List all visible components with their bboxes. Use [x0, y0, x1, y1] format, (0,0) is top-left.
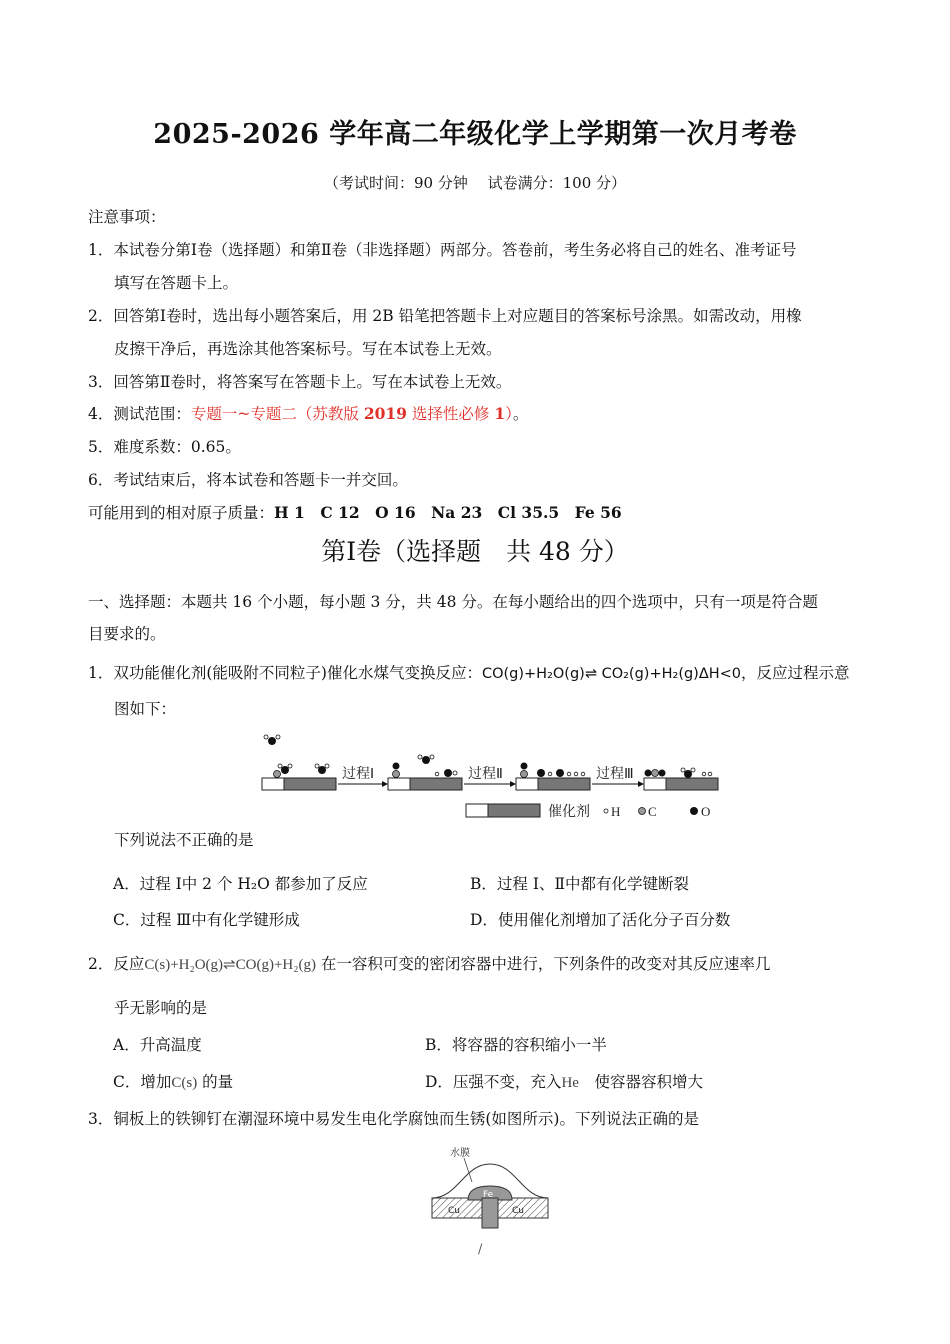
q2-option-d — [425, 1070, 703, 1092]
diagram-legend — [466, 803, 710, 820]
note-item-3: 3．回答第Ⅱ卷时，将答案写在答题卡上。写在本试卷上无效。 — [88, 373, 512, 391]
q2-option-c — [113, 1070, 233, 1092]
catalyst-stage-4 — [644, 768, 718, 790]
exam-subtitle: （考试时间：90 分钟 试卷满分：100 分） — [323, 174, 627, 192]
q3-rivet-diagram — [428, 1140, 552, 1232]
q2-option-a: A．升高温度 — [113, 1036, 202, 1054]
q2-option-d-eq: He — [561, 1075, 579, 1091]
note-item-2: 2．回答第Ⅰ卷时，选出每小题答案后，用 2B 铅笔把答题卡上对应题目的答案标号涂黑。如需改动，用橡 — [88, 307, 802, 325]
atomic-masses — [88, 501, 622, 523]
note-item-4-suffix: 。 — [512, 405, 529, 423]
legend-c: C — [648, 804, 657, 819]
q1-stem-suffix: ，反应过程示意 — [741, 664, 850, 682]
catalyst-stage-3 — [516, 763, 590, 791]
process-2-label: 过程Ⅱ — [468, 767, 503, 782]
process-arrow-2 — [464, 766, 516, 787]
q2-option-c-suffix: 的量 — [202, 1073, 234, 1091]
water-film-label: 水膜 — [450, 1148, 470, 1159]
catalyst-stage-2 — [388, 755, 462, 790]
q2-option-c-eq: C(s) — [171, 1075, 198, 1091]
q1-stem-prefix: 1．双功能催化剂(能吸附不同粒子)催化水煤气变换反应： — [88, 664, 482, 682]
section-1-instructions-cont: 目要求的。 — [88, 625, 166, 643]
exam-title: 2025-2026 学年高二年级化学上学期第一次月考卷 — [153, 119, 797, 150]
q2-option-d-prefix: D．压强不变，充入 — [425, 1073, 562, 1091]
q2-option-b: B．将容器的容积缩小一半 — [425, 1036, 607, 1054]
atomic-masses-prefix: 可能用到的相对原子质量： — [88, 504, 275, 522]
q2-stem — [88, 952, 770, 974]
legend-h: H — [611, 804, 621, 819]
process-1-label: 过程Ⅰ — [342, 767, 375, 782]
q2-stem-cont: 乎无影响的是 — [114, 999, 208, 1017]
cu-left-label: Cu — [448, 1206, 460, 1216]
process-arrow-1 — [338, 766, 388, 787]
iron-rivet-shank — [482, 1198, 498, 1228]
legend-o: O — [701, 804, 711, 819]
section-1-title: 第Ⅰ卷（选择题 共 48 分） — [321, 537, 629, 566]
q2-equation: C(s)+H₂O(g)⇌CO(g)+H₂(g) — [144, 957, 316, 973]
q1-option-d: D．使用催化剂增加了活化分子百分数 — [470, 911, 731, 929]
q2-option-c-prefix: C．增加 — [113, 1073, 172, 1091]
q1-question: 下列说法不正确的是 — [114, 831, 254, 849]
q3-stem: 3．铜板上的铁铆钉在潮湿环境中易发生电化学腐蚀而生锈(如图所示)。下列说法正确的是 — [88, 1110, 699, 1128]
note-item-4-year: 2019 — [363, 404, 407, 423]
note-item-1-cont: 填写在答题卡上。 — [114, 274, 239, 292]
q1-option-b: B．过程 Ⅰ、Ⅱ中都有化学键断裂 — [470, 875, 689, 893]
q1-stem-cont: 图如下： — [114, 700, 177, 718]
q2-stem-suffix: 在一容积可变的密闭容器中进行，下列条件的改变对其反应速率几 — [320, 955, 771, 973]
cu-right-label: Cu — [512, 1206, 524, 1216]
footer-mark: / — [478, 1242, 483, 1257]
note-item-5: 5．难度系数：0.65。 — [88, 438, 241, 456]
note-item-4-vol: 1 — [494, 404, 506, 423]
note-item-4 — [88, 402, 528, 424]
note-item-1: 1．本试卷分第Ⅰ卷（选择题）和第Ⅱ卷（非选择题）两部分。答卷前，考生务必将自己的姓名、准考证号 — [88, 241, 797, 259]
note-item-4-book: 选择性必修 — [411, 405, 490, 423]
q2-stem-prefix: 2．反应 — [88, 955, 145, 973]
q2-option-d-suffix: 使容器容积增大 — [594, 1073, 703, 1091]
fe-label: Fe — [483, 1190, 494, 1200]
process-arrow-3 — [592, 766, 644, 787]
note-item-4-prefix: 4．测试范围： — [88, 405, 191, 423]
note-item-6: 6．考试结束后，将本试卷和答题卡一并交回。 — [88, 471, 408, 489]
q1-option-c: C．过程 Ⅲ中有化学键形成 — [113, 911, 300, 929]
q1-equation: CO(g)+H₂O(g)⇌ CO₂(g)+H₂(g)ΔH<0 — [481, 666, 742, 682]
section-1-instructions: 一、选择题：本题共 16 个小题，每小题 3 分，共 48 分。在每小题给出的四个选项中，只有一项是符合题 — [88, 593, 818, 611]
legend-catalyst: 催化剂 — [548, 805, 590, 820]
notes-heading: 注意事项： — [88, 208, 166, 226]
note-item-4-range: 专题一~专题二（苏教版 — [190, 405, 359, 423]
q1-option-a: A．过程 Ⅰ中 2 个 H₂O 都参加了反应 — [113, 875, 368, 893]
catalyst-stage-1 — [262, 735, 336, 790]
note-item-2-cont: 皮擦干净后，再选涂其他答案标号。写在本试卷上无效。 — [114, 340, 502, 358]
process-3-label: 过程Ⅲ — [596, 767, 634, 782]
atomic-masses-values: H 1 C 12 O 16 Na 23 Cl 35.5 Fe 56 — [274, 503, 622, 522]
q1-stem — [88, 661, 850, 683]
q1-reaction-diagram — [258, 730, 728, 826]
note-item-4-close: ） — [505, 405, 513, 423]
